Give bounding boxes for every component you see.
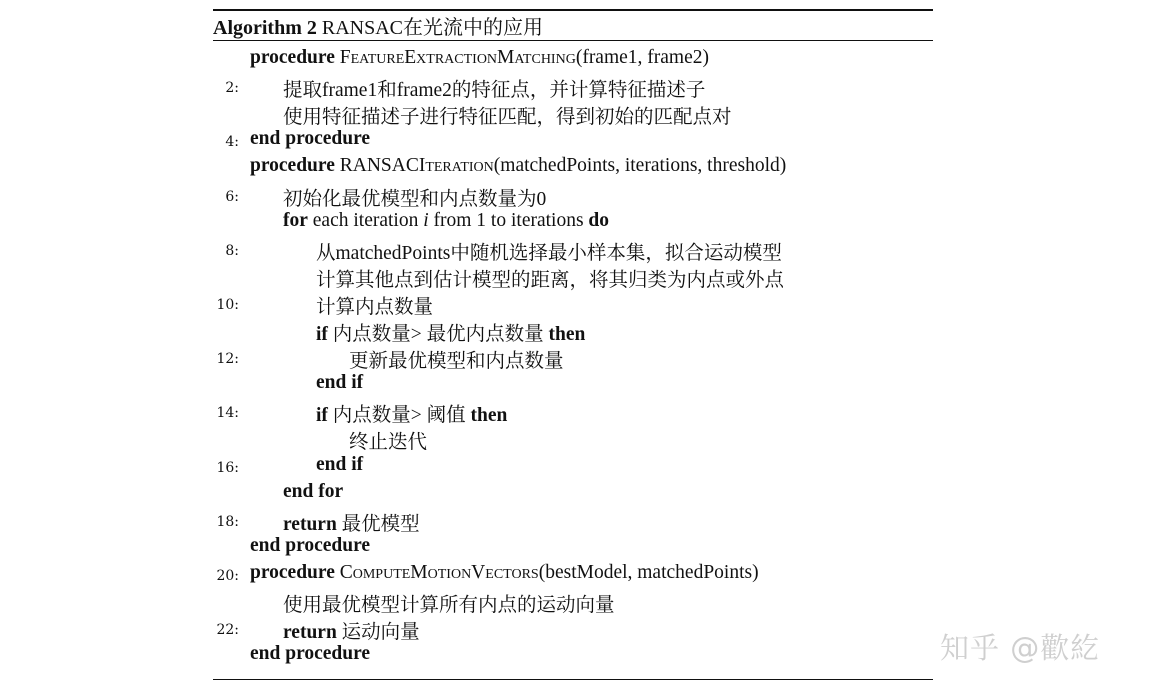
algorithm-line: [0, 343, 1150, 373]
line-text: [283, 589, 615, 617]
line-text: [283, 183, 546, 211]
keyword: then: [470, 405, 508, 427]
keyword: then: [548, 324, 586, 345]
keyword: procedure: [250, 155, 335, 177]
procedure-name: ComputeMotionVectors: [339, 561, 539, 583]
procedure-name: FeatureExtractionMatching: [339, 47, 576, 68]
line-segment: 更新最优模型和内点数量: [349, 351, 564, 373]
line-text: [250, 128, 370, 150]
line-text: [283, 481, 343, 503]
line-number: 4:: [225, 134, 239, 151]
line-segment: 终止迭代: [349, 432, 428, 454]
line-text: [283, 508, 420, 536]
line-segment: 从matchedPoints中随机选择最小样本集，拟合运动模型: [316, 242, 782, 264]
algorithm-line: [0, 72, 1150, 102]
bottom-rule: [213, 679, 933, 680]
line-number: 10:: [216, 296, 239, 313]
line-number: 18:: [216, 513, 239, 530]
algorithm-line: [0, 45, 1150, 72]
algorithm-line: [0, 208, 1150, 235]
line-segment: 计算内点数量: [316, 296, 434, 318]
algorithm-line: [0, 126, 1150, 153]
keyword: for: [283, 209, 308, 231]
caption-label: Algorithm 2: [213, 17, 317, 39]
algorithm-line: [0, 181, 1150, 208]
line-number: 8:: [225, 242, 239, 259]
line-text: [316, 318, 585, 346]
keyword: end procedure: [250, 643, 371, 665]
line-number: 22:: [216, 622, 239, 639]
line-number: 16:: [216, 459, 239, 476]
keyword: if: [316, 324, 328, 345]
keyword: end procedure: [250, 534, 371, 556]
algorithm-line: [0, 235, 1150, 262]
algorithm-line: [0, 479, 1150, 506]
line-segment: (matchedPoints, iterations, threshold): [493, 155, 787, 177]
line-text: [250, 643, 370, 665]
algorithm-line: [0, 424, 1150, 454]
line-text: [283, 74, 705, 102]
line-segment: 内点数量> 最优内点数量: [327, 324, 549, 345]
math-variable: i: [423, 209, 429, 231]
line-segment: 使用最优模型计算所有内点的运动向量: [283, 595, 615, 616]
algorithm-line: [0, 99, 1150, 129]
line-text: [349, 345, 564, 373]
line-text: [250, 562, 759, 584]
algorithm-line: [0, 262, 1150, 289]
keyword: end procedure: [250, 128, 371, 150]
line-text: [316, 237, 782, 265]
line-text: [316, 454, 363, 476]
keyword: end if: [316, 372, 364, 394]
procedure-name: RANSACIteration: [339, 155, 494, 177]
line-number: 6:: [225, 188, 239, 205]
line-segment: 最优模型: [336, 513, 420, 535]
caption-rule: [213, 40, 933, 41]
line-text: [283, 210, 609, 232]
line-number: 20:: [216, 567, 239, 584]
line-segment: 内点数量> 阈值: [327, 405, 471, 427]
line-segment: (bestModel, matchedPoints): [538, 561, 759, 583]
keyword: do: [588, 209, 610, 231]
algorithm-line: [0, 316, 1150, 343]
algorithm-line: [0, 560, 1150, 587]
line-text: [316, 372, 363, 394]
line-text: [250, 47, 709, 69]
line-text: [250, 535, 370, 557]
algorithm-line: [0, 506, 1150, 533]
keyword: return: [283, 622, 337, 644]
algorithm-line: [0, 370, 1150, 397]
line-text: [316, 264, 784, 292]
line-segment: each iteration: [307, 209, 424, 231]
line-segment: 计算其他点到估计模型的距离，将其归类为内点或外点: [316, 269, 785, 291]
algorithm-caption: [213, 11, 543, 40]
algorithm-line: [0, 533, 1150, 560]
algorithm-line: [0, 289, 1150, 316]
line-segment: from 1 to iterations: [428, 209, 589, 231]
line-segment: 提取frame1和frame2的特征点，并计算特征描述子: [283, 80, 706, 102]
algorithm-line: [0, 587, 1150, 614]
line-segment: (frame1, frame2): [575, 47, 709, 68]
line-text: [283, 101, 732, 129]
line-segment: 使用特征描述子进行特征匹配，得到初始的匹配点对: [283, 107, 732, 129]
algorithm-line: [0, 452, 1150, 479]
line-segment: 运动向量: [336, 622, 420, 644]
keyword: procedure: [250, 47, 335, 68]
watermark-text: 知乎 @歡紇: [940, 631, 1101, 665]
line-text: [316, 291, 433, 319]
keyword: end if: [316, 453, 364, 475]
line-number: 2:: [225, 80, 239, 97]
line-text: [349, 426, 427, 454]
keyword: return: [283, 513, 337, 535]
line-number: 14:: [216, 405, 239, 422]
keyword: if: [316, 405, 328, 427]
line-text: [283, 616, 420, 644]
line-text: [316, 399, 507, 427]
caption-title: RANSAC在光流中的应用: [321, 17, 544, 39]
keyword: end for: [283, 480, 344, 502]
algorithm-line: [0, 397, 1150, 427]
line-segment: 初始化最优模型和内点数量为0: [283, 188, 547, 210]
algorithm-line: [0, 153, 1150, 180]
line-number: 12:: [216, 351, 239, 368]
keyword: procedure: [250, 561, 335, 583]
line-text: [250, 155, 786, 177]
